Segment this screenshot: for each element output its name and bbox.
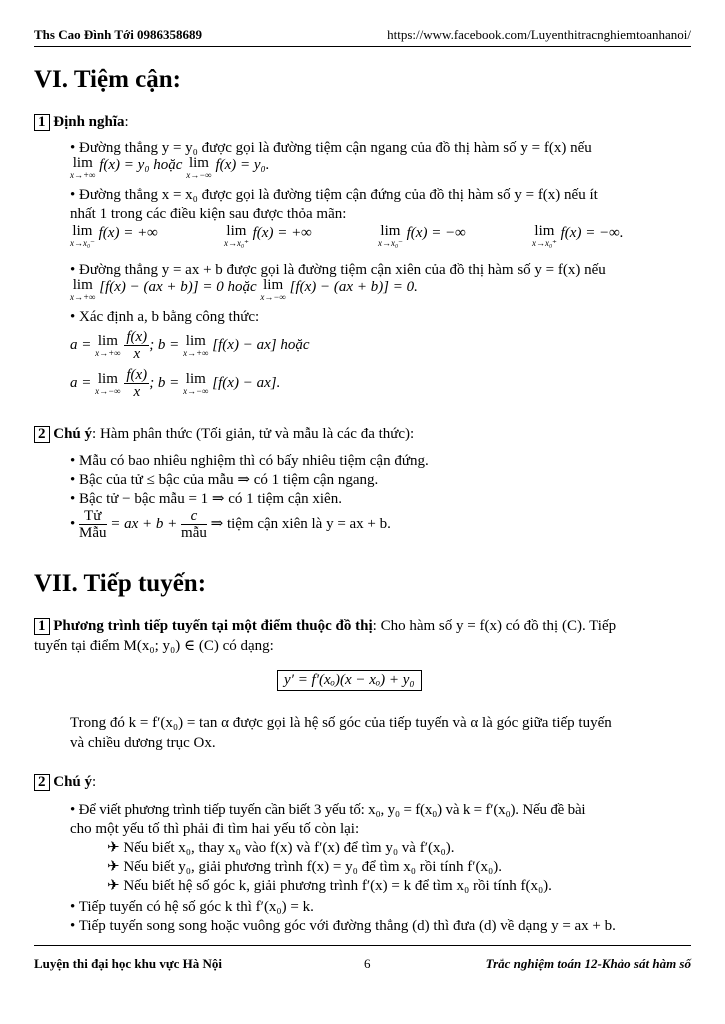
note-heading-7: 2 Chú ý: [34, 773, 96, 791]
tangent-heading: 1 Phương trình tiếp tuyến tại một điểm thuộc đồ thị: Cho hàm số y = f(x) có đồ thị (C). Tiếp [34, 617, 616, 635]
oblique-asymptote-def: • Đường thẳng y = ax + b được gọi là đường tiệm cận xiên của đồ thị hàm số y = f(x) nếu [70, 262, 606, 278]
ab-formula-1: a = lim x→+∞ $\frac{f(x)}{x}$ ; b = lim x→+∞ [f(x) − ax] hoặc [70, 329, 310, 363]
header-url: https://www.facebook.com/Luyenthitracnghiemtoanhanoi/ [387, 27, 691, 42]
tangent-note-3: • Tiếp tuyến song song hoặc vuông góc với đường thẳng (d) thì đưa (d) về dạng y = ax + b. [70, 918, 616, 934]
note-heading-6: 2 Chú ý: Hàm phân thức (Tối giản, tử và mẫu là các đa thức): [34, 425, 414, 443]
vertical-limit-1: lim x→x₀⁻ f(x) = +∞ [70, 223, 158, 248]
item-number: 1 [34, 114, 50, 131]
vertical-asymptote-def: • Đường thẳng x = x₀ được gọi là đường tiệm cận đứng của đồ thị hàm số y = f(x) nếu ít [70, 187, 598, 203]
slope-explanation: Trong đó k = f′(x₀) = tan α được gọi là hệ số góc của tiếp tuyến và α là góc giữa tiếp tuyến [70, 715, 612, 731]
header-author: Ths Cao Đình Tới 0986358689 [34, 27, 203, 42]
definition-label: Định nghĩa [53, 114, 125, 130]
vertical-limit-4: lim x→x₀⁺ f(x) = −∞. [532, 223, 624, 248]
note-bullet-2: • Bậc của tử ≤ bậc của mẫu ⇒ có 1 tiệm cận ngang. [70, 472, 379, 488]
vertical-limit-3: lim x→x₀⁻ f(x) = −∞ [378, 223, 466, 248]
vertical-limit-2: lim x→x₀⁺ f(x) = +∞ [224, 223, 312, 248]
tangent-case-1: ✈ Nếu biết x₀, thay x₀ vào f(x) và f′(x) để tìm y₀ và f′(x₀). [107, 840, 455, 856]
slope-explanation-cont: và chiều dương trục Ox. [70, 735, 216, 751]
section-7-title: VII. Tiếp tuyến: [34, 570, 207, 597]
note-bullet-3: • Bậc tử − bậc mẫu = 1 ⇒ có 1 tiệm cận xiên. [70, 491, 342, 507]
ab-formula-2: a = lim x→−∞ $\frac{f(x)}{x}$ ; b = lim x→−∞ [f(x) − ax]. [70, 367, 281, 401]
page-header [34, 27, 691, 45]
definition-heading: 1 Định nghĩa: [34, 113, 129, 131]
tangent-note-1: • Để viết phương trình tiếp tuyến cần biết 3 yếu tố: x₀, y₀ = f(x₀) và k = f′(x₀). Nếu đề bài [70, 802, 586, 818]
note-bullet-1: • Mẫu có bao nhiêu nghiệm thì có bấy nhiêu tiệm cận đứng. [70, 453, 429, 469]
header-rule [34, 46, 691, 47]
note-bullet-4: • $\frac{\text{Tử}}{\text{Mẫu}}$ = ax + b + $\frac{c}{\text{mẫu}}$ ⇒ tiệm cận xiên là y = ax + b. [70, 508, 391, 542]
tangent-note-1-cont: cho một yếu tố thì phải đi tìm hai yếu tố còn lại: [70, 821, 360, 837]
tangent-case-2: ✈ Nếu biết y₀, giải phương trình f(x) = y₀ để tìm x₀ rồi tính f′(x₀). [107, 859, 502, 875]
tangent-case-3: ✈ Nếu biết hệ số góc k, giải phương trình f′(x) = k để tìm x₀ rồi tính f(x₀). [107, 878, 552, 894]
horizontal-asymptote-limits: lim x→+∞ f(x) = y₀ hoặc lim x→−∞ f(x) = y₀. [70, 155, 270, 180]
horizontal-asymptote-def: • Đường thẳng y = y₀ được gọi là đường tiệm cận ngang của đồ thị hàm số y = f(x) nếu [70, 140, 592, 156]
section-6-title: VI. Tiệm cận: [34, 66, 181, 93]
tangent-heading-cont: tuyến tại điểm M(x₀; y₀) ∈ (C) có dạng: [34, 638, 274, 654]
footer-left: Luyện thi đại học khu vực Hà Nội [34, 956, 223, 971]
footer-rule [34, 945, 691, 946]
ab-formula-intro: • Xác định a, b bằng công thức: [70, 309, 260, 325]
vertical-asymptote-cond: nhất 1 trong các điều kiện sau được thỏa mãn: [70, 206, 347, 222]
page-number: 6 [364, 956, 371, 971]
tangent-note-2: • Tiếp tuyến có hệ số góc k thì f′(x₀) = k. [70, 899, 314, 915]
footer-right: Trắc nghiệm toán 12-Khảo sát hàm số [485, 956, 691, 971]
tangent-formula-box: y′ = f′(xₒ)(x − xₒ) + y₀ [277, 670, 422, 691]
oblique-asymptote-limits: lim x→+∞ [f(x) − (ax + b)] = 0 hoặc lim x→−∞ [f(x) − (ax + b)] = 0. [70, 277, 418, 302]
